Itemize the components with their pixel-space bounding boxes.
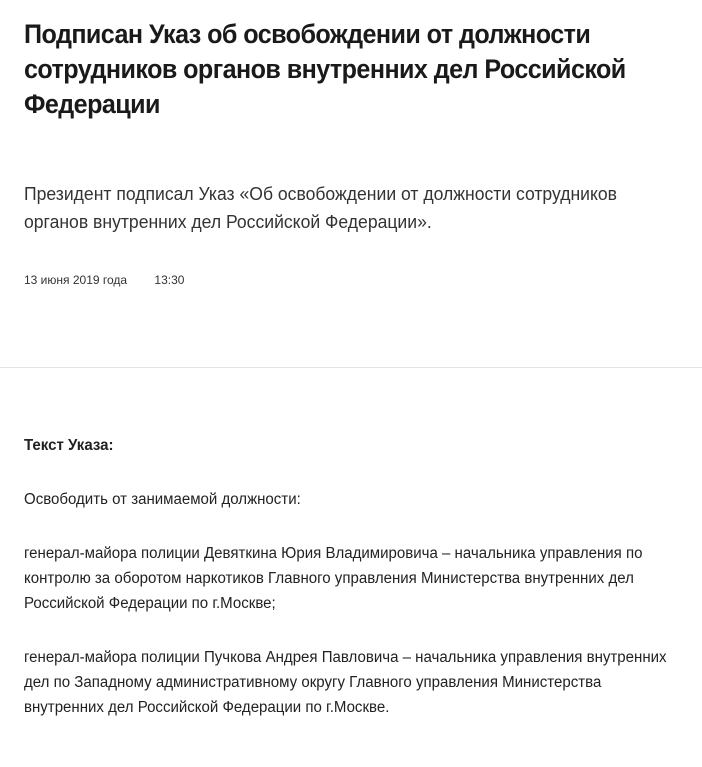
publish-date: 13 июня 2019 года	[24, 273, 128, 287]
publish-time: 13:30	[154, 273, 185, 287]
body-heading: Текст Указа:	[24, 437, 114, 454]
body-intro: Освободить от занимаемой должности:	[24, 491, 301, 508]
section-divider	[0, 367, 702, 368]
article-lead: Президент подписал Указ «Об освобождении от должности сотрудников органов внутренних дел Российской Федерации».	[24, 183, 618, 232]
article-header	[0, 0, 702, 288]
article-meta	[24, 272, 678, 288]
page-title: Подписан Указ об освобождении от должности сотрудников органов внутренних дел Российской Федерации	[24, 19, 626, 119]
decree-item: генерал-майора полиции Пучкова Андрея Павловича – начальника управления внутренних дел по Западному административному округу Главного управления Министерства внутренних дел Российской Федерации по г.Москве.	[24, 649, 667, 716]
article-body	[24, 433, 684, 749]
decree-item: генерал-майора полиции Девяткина Юрия Владимировича – начальника управления по контролю за оборотом наркотиков Главного управления Министерства внутренних дел Российской Федерации по г.Москве;	[24, 545, 643, 612]
